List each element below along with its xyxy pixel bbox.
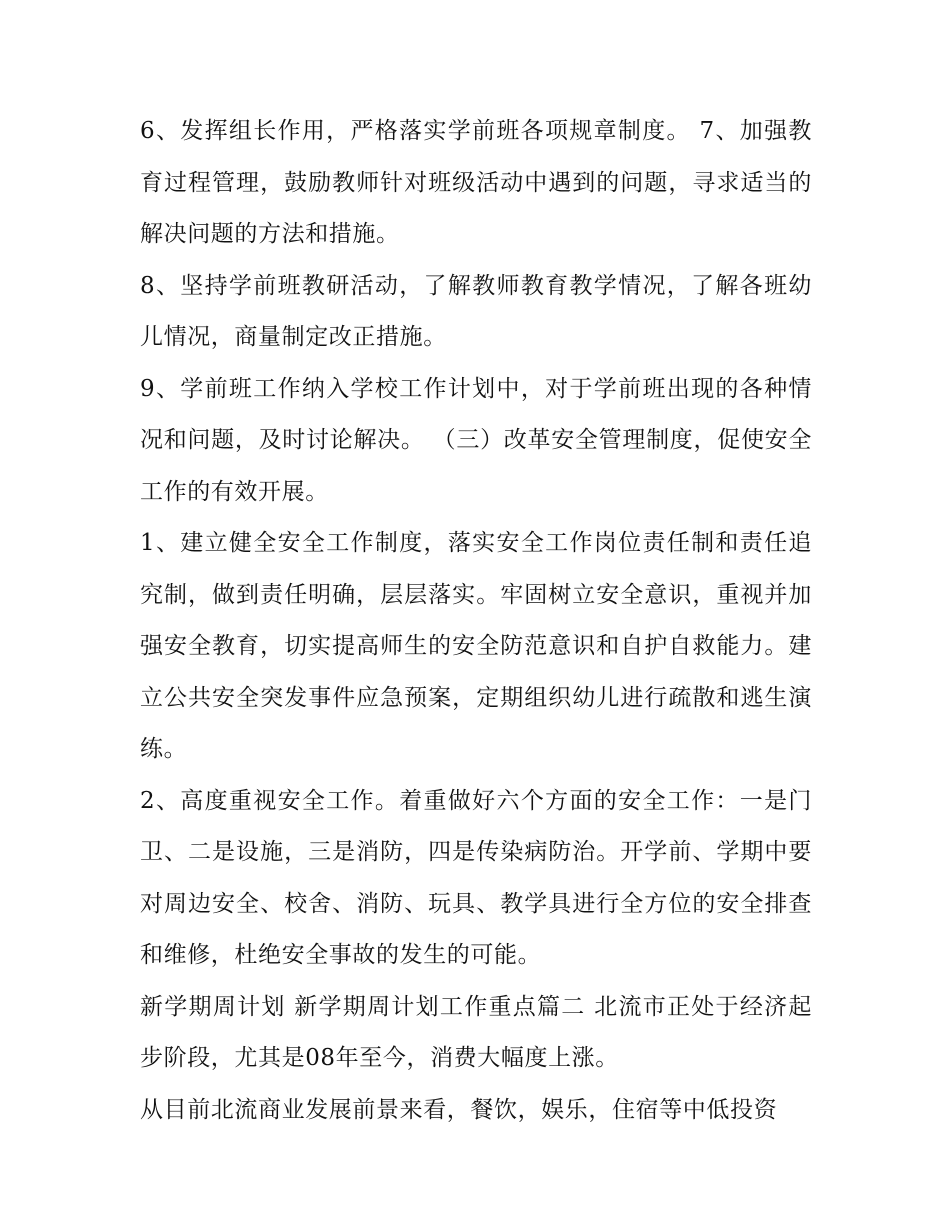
paragraph: 8、坚持学前班教研活动，了解教师教育教学情况，了解各班幼儿情况，商量制定改正措施。: [140, 272, 812, 350]
document-page: [140, 106, 812, 1136]
paragraph: 新学期周计划 新学期周计划工作重点篇二 北流市正处于经济起步阶段，尤其是08年至今，消费大幅度上涨。: [140, 993, 812, 1071]
paragraph: 6、发挥组长作用，严格落实学前班各项规章制度。 7、加强教育过程管理，鼓励教师针对班级活动中遇到的问题，寻求适当的解决问题的方法和措施。: [140, 118, 812, 247]
paragraph: 9、学前班工作纳入学校工作计划中，对于学前班出现的各种情况和问题，及时讨论解决。 （三）改革安全管理制度，促使安全工作的有效开展。: [140, 375, 812, 505]
paragraph: 1、建立健全安全工作制度，落实安全工作岗位责任制和责任追究制，做到责任明确，层层落实。牢固树立安全意识，重视并加强安全教育，切实提高师生的安全防范意识和自护自救能力。建立公共安全突发事件应急预案，定期组织幼儿进行疏散和逃生演练。: [140, 530, 812, 762]
paragraph: 从目前北流商业发展前景来看，餐饮，娱乐，住宿等中低投资: [140, 1096, 778, 1123]
paragraph: 2、高度重视安全工作。着重做好六个方面的安全工作：一是门卫、二是设施，三是消防，四是传染病防治。开学前、学期中要对周边安全、校舍、消防、玩具、教学具进行全方位的安全排查和维修，杜绝安全事故的发生的可能。: [140, 787, 812, 968]
